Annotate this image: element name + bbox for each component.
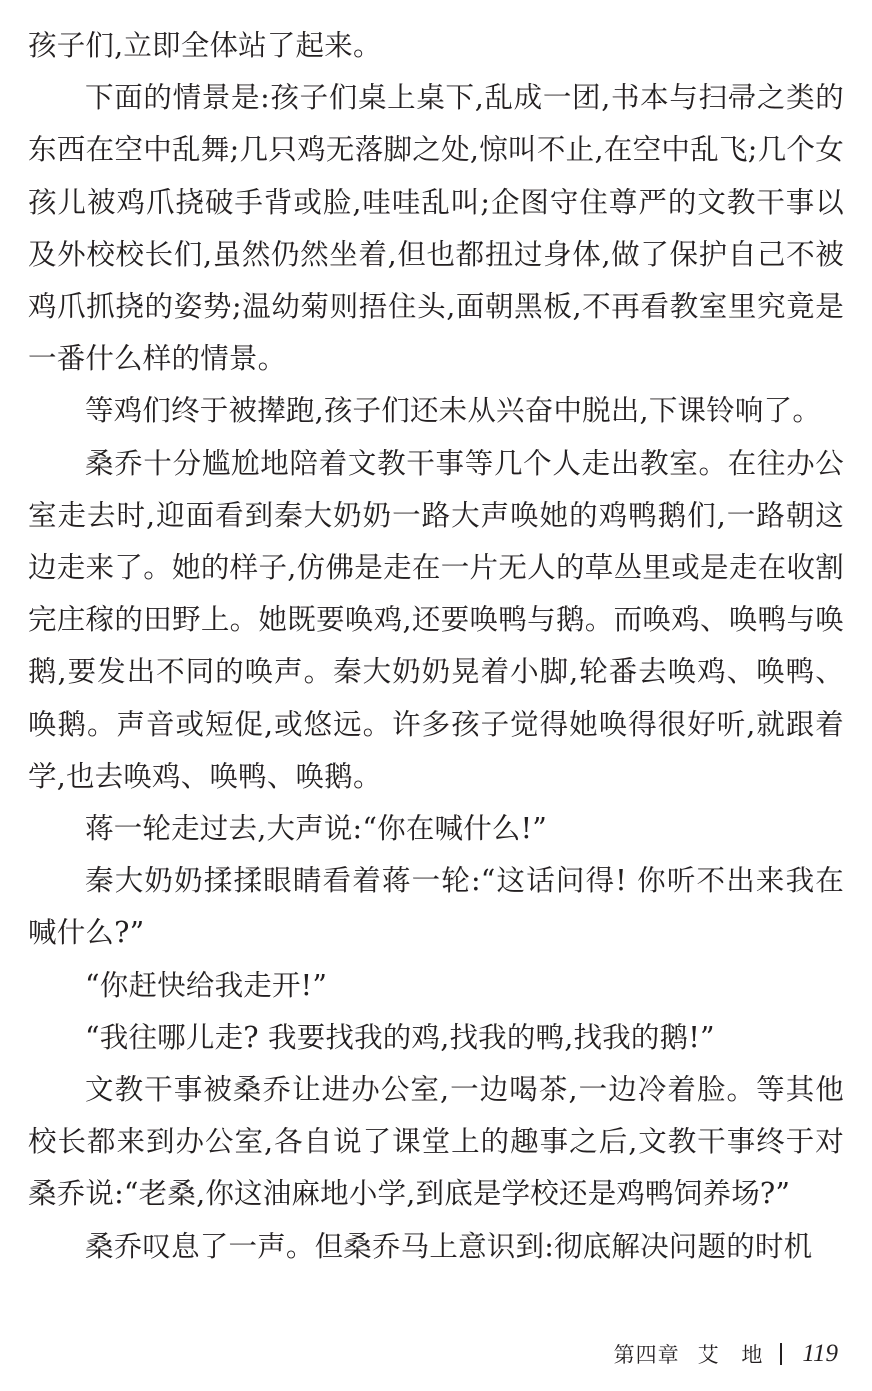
paragraph: 孩子们,立即全体站了起来。 (28, 29, 382, 62)
paragraph: 文教干事被桑乔让进办公室,一边喝茶,一边冷着脸。等其他校长都来到办公室,各自说了课堂上的趣事之后,文教干事终于对桑乔说:“老桑,你这油麻地小学,到底是学校还是鸡鸭饲养场?” (28, 1073, 844, 1211)
paragraph: “我往哪儿走? 我要找我的鸡,找我的鸭,找我的鹅!” (85, 1020, 715, 1054)
paragraph: 蒋一轮走过去,大声说:“你在喊什么!” (85, 812, 548, 846)
footer-divider (780, 1343, 782, 1365)
paragraph: 桑乔叹息了一声。但桑乔马上意识到:彻底解决问题的时机 (85, 1229, 813, 1263)
paragraph: 下面的情景是:孩子们桌上桌下,乱成一团,书本与扫帚之类的东西在空中乱舞;几只鸡无落脚之处,惊叫不止,在空中乱飞;几个女孩儿被鸡爪挠破手背或脸,哇哇乱叫;企图守住尊严的文教干事以及外校校长们,虽然仍然坐着,但也都扭过身体,做了保护自己不被鸡爪抓挠的姿势;温幼菊则捂住头,面朝黑板,不再看教室里究竟是一番什么样的情景。 (28, 81, 844, 376)
chapter-title: 艾 地 (697, 1343, 771, 1367)
page-footer (614, 1334, 838, 1374)
text-body (28, 20, 844, 1273)
chapter-label: 第四章 (613, 1343, 680, 1367)
page-number: 119 (802, 1340, 838, 1367)
paragraph: “你赶快给我走开!” (85, 968, 328, 1002)
paragraph: 等鸡们终于被撵跑,孩子们还未从兴奋中脱出,下课铃响了。 (85, 394, 822, 428)
paragraph: 秦大奶奶揉揉眼睛看着蒋一轮:“这话问得! 你听不出来我在喊什么?” (28, 864, 844, 950)
paragraph: 桑乔十分尴尬地陪着文教干事等几个人走出教室。在往办公室走去时,迎面看到秦大奶奶一路大声唤她的鸡鸭鹅们,一路朝这边走来了。她的样子,仿佛是走在一片无人的草丛里或是走在收割完庄稼的田野上。她既要唤鸡,还要唤鸭与鹅。而唤鸡、唤鸭与唤鹅,要发出不同的唤声。秦大奶奶晃着小脚,轮番去唤鸡、唤鸭、唤鹅。声音或短促,或悠远。许多孩子觉得她唤得很好听,就跟着学,也去唤鸡、唤鸭、唤鹅。 (28, 446, 844, 793)
